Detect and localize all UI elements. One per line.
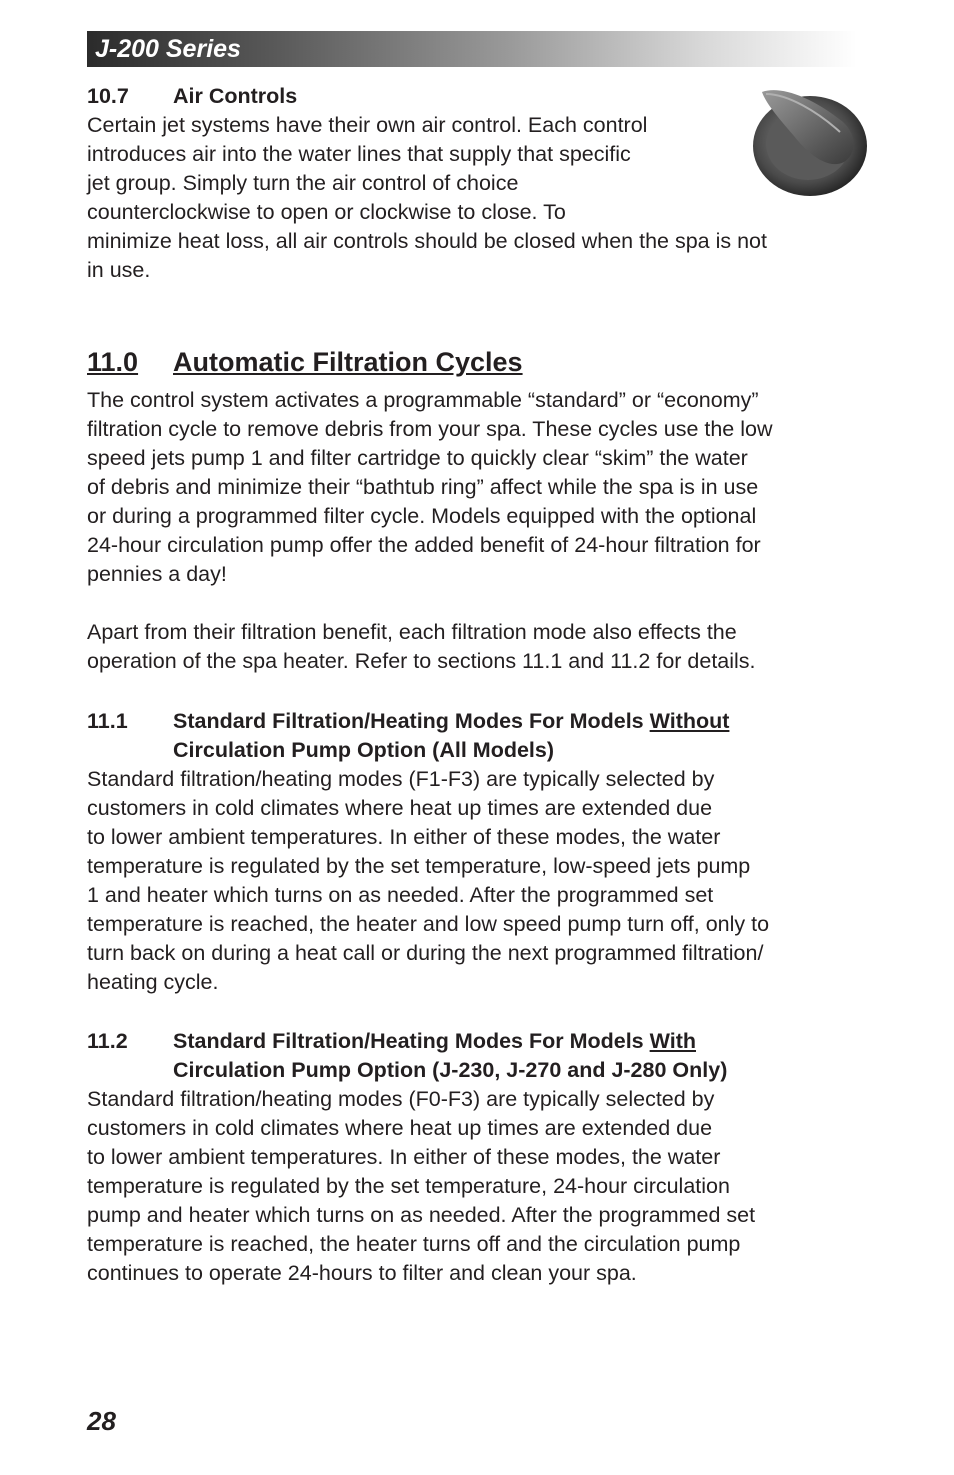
paragraph-filtration: The control system activates a programmable “standard” or “economy” filtration cycle to remove debris from your spa. These cycles use the low speed jets pump 1 and filter cartridge to quickly clear “skim” the water of debris and minimize their “bathtub ring” affect while the spa is in use or during a programmed filter cycle. Models equipped with the optional 24-hour circulation pump offer the added benefit of 24-hour filtration for pennies a day! (87, 388, 773, 586)
page-number: 28 (87, 1406, 116, 1436)
title-part: Standard Filtration/Heating Modes For Models (173, 1029, 650, 1053)
section-heading (87, 707, 862, 765)
main-heading-title: Automatic Filtration Cycles (173, 347, 523, 377)
section-title: Air Controls (173, 84, 298, 108)
section-title (173, 1027, 727, 1085)
title-part: Standard Filtration/Heating Modes For Models (173, 709, 650, 733)
main-heading-number: 11.0 (87, 347, 139, 377)
section-11-0-p2 (87, 618, 862, 676)
air-control-knob-image (748, 84, 870, 200)
main-heading (87, 345, 523, 379)
section-title (173, 707, 729, 765)
section-10-7 (87, 82, 862, 285)
section-body: Standard filtration/heating modes (F1-F3) are typically selected by customers in cold climates where heat up times are extended due to lower ambient temperatures. In either of these modes, the water temperature is regulated by the set temperature, low-speed jets pump 1 and heater which turns on as needed. After the programmed set temperature is reached, the heater and low speed pump turn off, only to turn back on during a heat call or during the next programmed filtration/ heating cycle. (87, 767, 770, 994)
section-11-0 (87, 386, 862, 589)
section-heading (87, 1027, 862, 1085)
section-11-1 (87, 707, 862, 997)
paragraph-heater: Apart from their filtration benefit, each filtration mode also effects the operation of the spa heater. Refer to sections 11.1 and 11.2 for details. (87, 620, 756, 673)
series-title: J-200 Series (95, 35, 241, 63)
title-emphasis: With (649, 1029, 696, 1053)
section-number: 10.7 (87, 84, 129, 108)
title-part: Circulation Pump Option (J-230, J-270 and J-280 Only) (173, 1058, 728, 1082)
title-emphasis: Without (649, 709, 730, 733)
section-body: Standard filtration/heating modes (F0-F3) are typically selected by customers in cold climates where heat up times are extended due to lower ambient temperatures. In either of these modes, the water temperature is regulated by the set temperature, 24-hour circulation pump and heater which turns on as needed. After the programmed set temperature is reached, the heater turns off and the circulation pump continues to operate 24-hours to filter and clean your spa. (87, 1087, 756, 1285)
header-bar (87, 31, 857, 67)
section-heading (87, 82, 862, 111)
title-part: Circulation Pump Option (All Models) (173, 738, 555, 762)
section-body: Certain jet systems have their own air control. Each control introduces air into the water lines that supply that specific jet group. Simply turn the air control of choice counterclockwise to open or clockwise to close. To minimize heat loss, all air controls should be closed when the spa is not in use. (87, 113, 767, 282)
section-11-2 (87, 1027, 862, 1288)
section-number: 11.2 (87, 1029, 128, 1053)
section-number: 11.1 (87, 709, 128, 733)
